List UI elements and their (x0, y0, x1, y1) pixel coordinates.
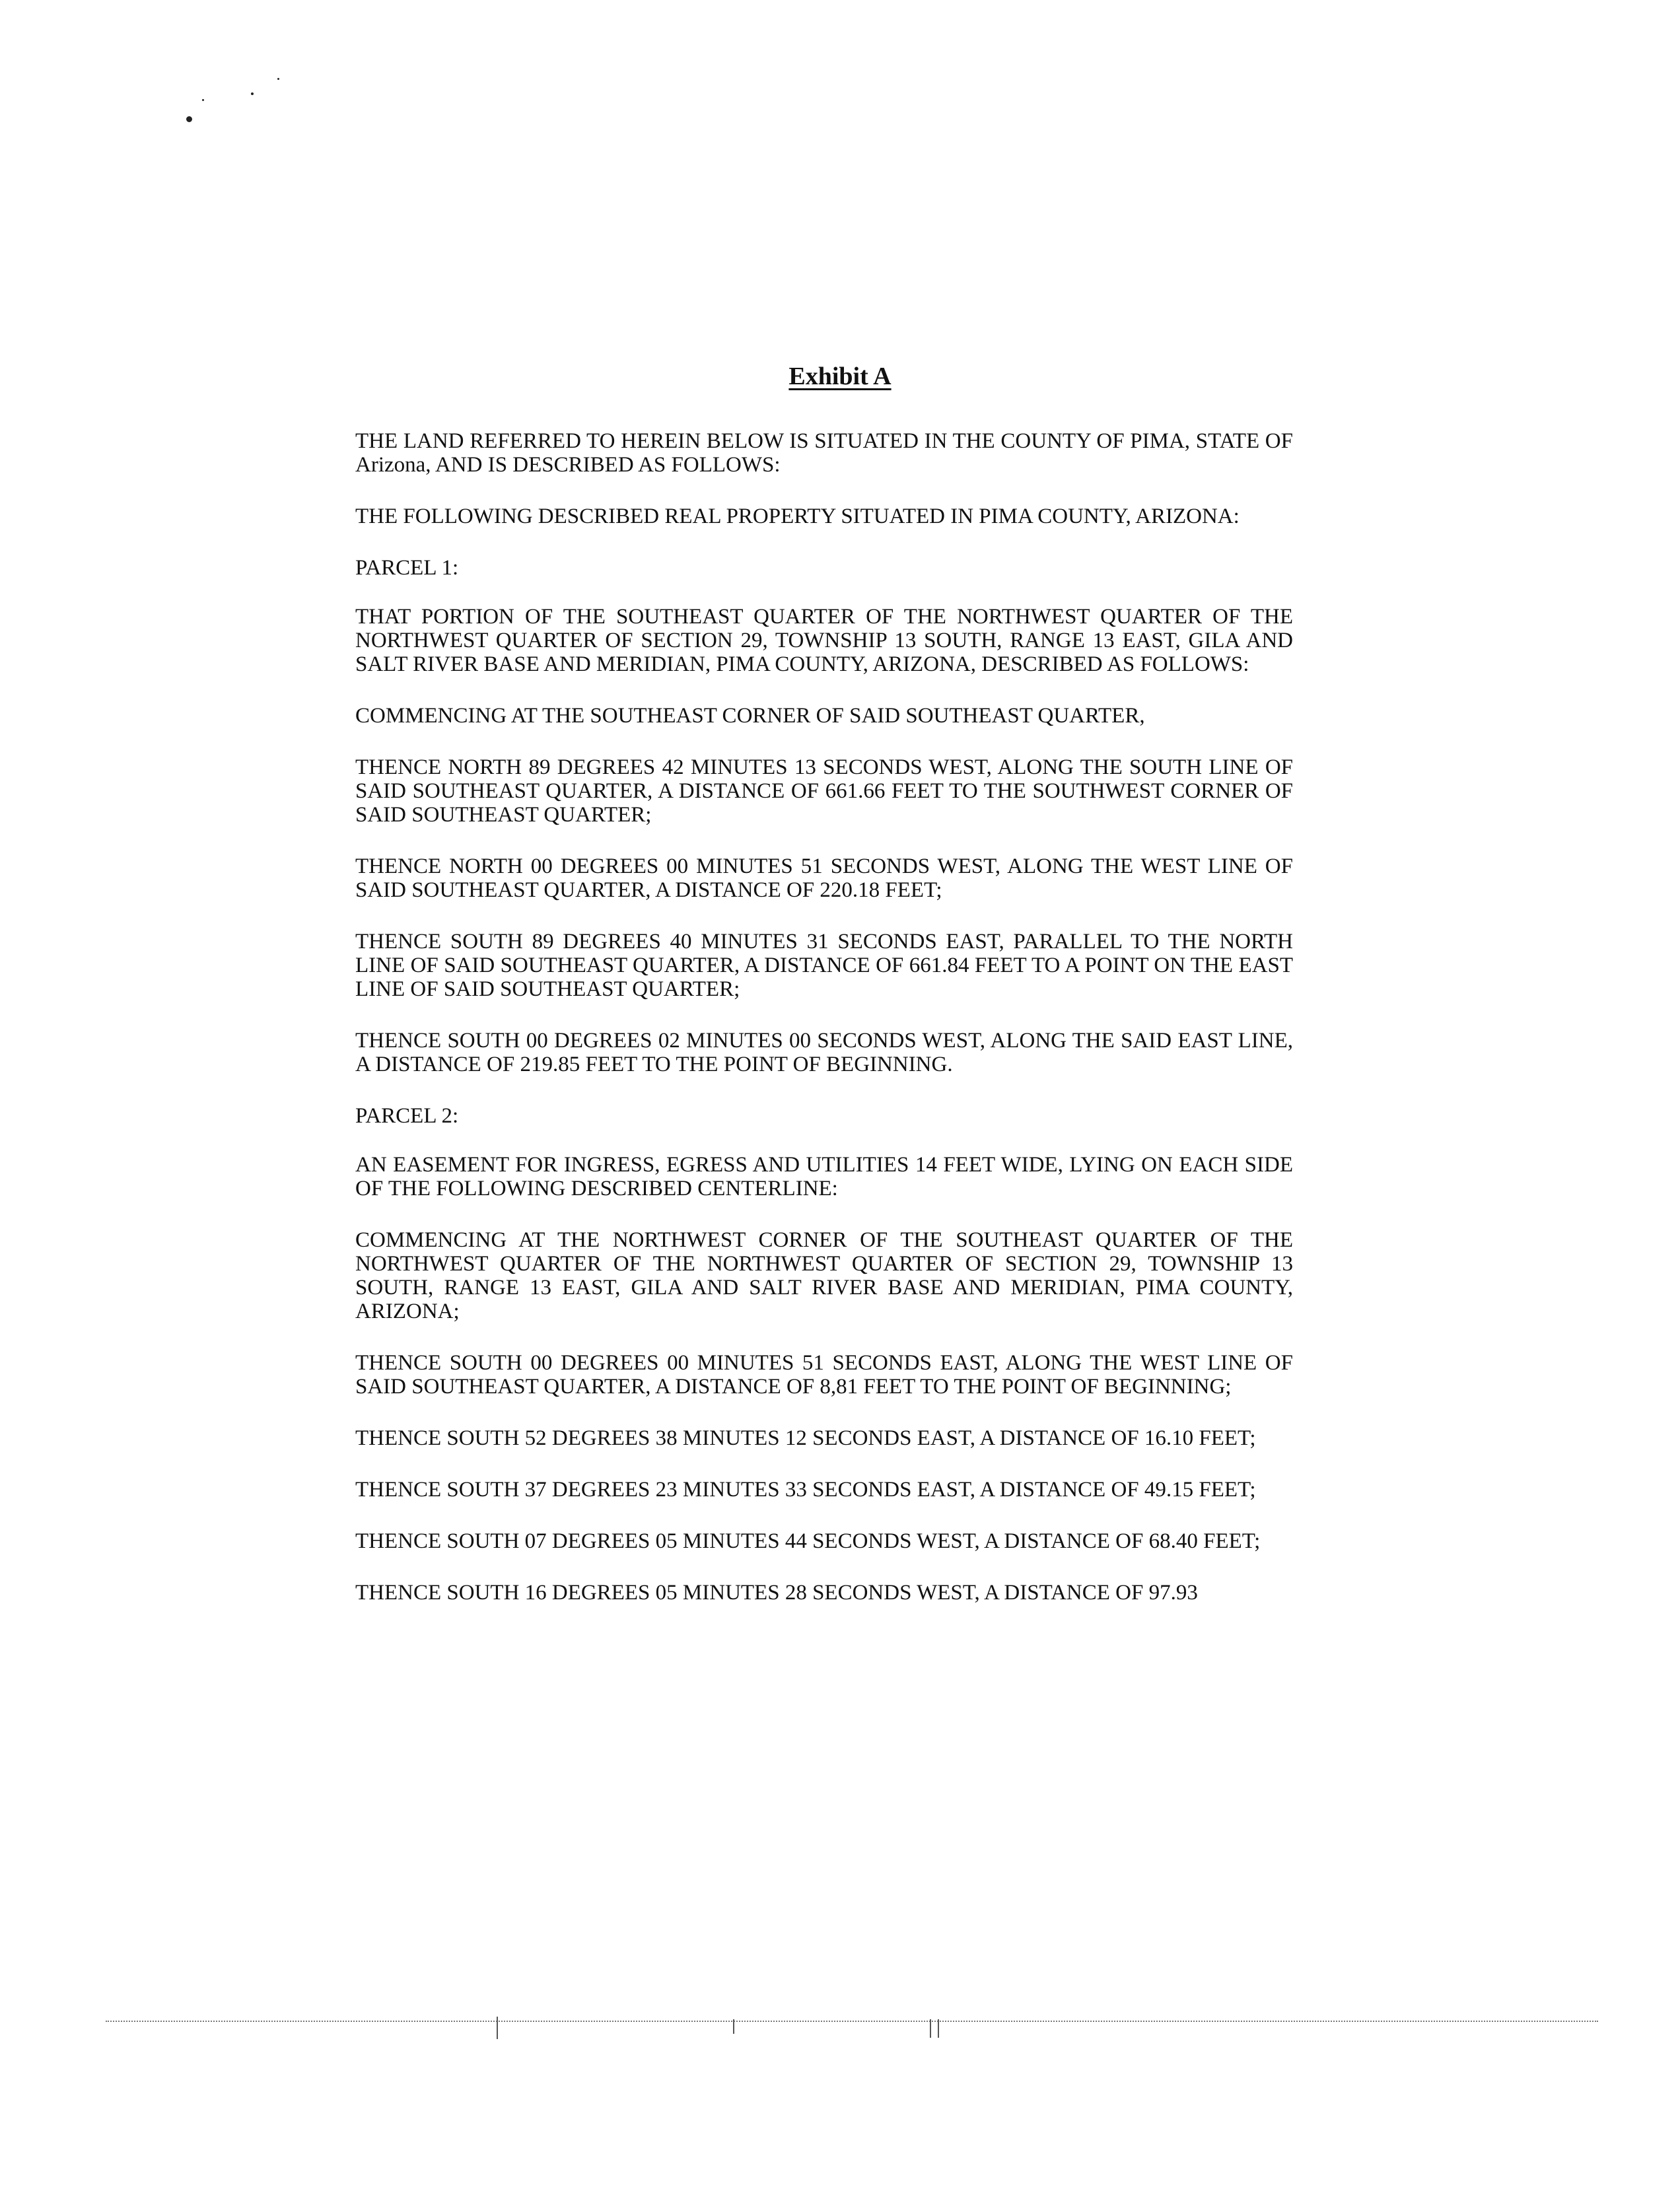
paragraph-course-7: THENCE SOUTH 37 DEGREES 23 MINUTES 33 SECONDS EAST, A DISTANCE OF 49.15 FEET; (355, 1478, 1256, 1502)
document-title: Exhibit A (788, 363, 892, 390)
paragraph-course-6: THENCE SOUTH 52 DEGREES 38 MINUTES 12 SECONDS EAST, A DISTANCE OF 16.10 FEET; (355, 1426, 1256, 1450)
scan-speck (202, 99, 204, 101)
scan-artifact-tick (497, 2017, 498, 2039)
paragraph-course-1: THENCE NORTH 89 DEGREES 42 MINUTES 13 SECONDS WEST, ALONG THE SOUTH LINE OF SAID SOUTHEAST QUARTER, A DISTANCE OF 661.66 FEET TO THE SOUTHWEST CORNER OF SAID SOUTHEAST QUARTER; (355, 755, 1293, 827)
paragraph-situated: THE LAND REFERRED TO HEREIN BELOW IS SITUATED IN THE COUNTY OF PIMA, STATE OF Arizona, AND IS DESCRIBED AS FOLLOWS: (355, 429, 1293, 477)
scan-artifact-tick (938, 2019, 939, 2038)
paragraph-parcel-1-portion: THAT PORTION OF THE SOUTHEAST QUARTER OF THE NORTHWEST QUARTER OF THE NORTHWEST QUARTER OF SECTION 29, TOWNSHIP 13 SOUTH, RANGE 13 EAST, GILA AND SALT RIVER BASE AND MERIDIAN, PIMA COUNTY, ARIZONA, DESCRIBED AS FOLLOWS: (355, 605, 1293, 676)
paragraph-course-3: THENCE SOUTH 89 DEGREES 40 MINUTES 31 SECONDS EAST, PARALLEL TO THE NORTH LINE OF SAID SOUTHEAST QUARTER, A DISTANCE OF 661.84 FEET TO A POINT ON THE EAST LINE OF SAID SOUTHEAST QUARTER; (355, 930, 1293, 1001)
scan-speck (277, 78, 279, 80)
paragraph-commencing-2: COMMENCING AT THE NORTHWEST CORNER OF THE SOUTHEAST QUARTER OF THE NORTHWEST QUARTER OF THE NORTHWEST QUARTER OF SECTION 29, TOWNSHIP 13 SOUTH, RANGE 13 EAST, GILA AND SALT RIVER BASE AND MERIDIAN, PIMA COUNTY, ARIZONA; (355, 1228, 1293, 1323)
paragraph-course-9: THENCE SOUTH 16 DEGREES 05 MINUTES 28 SECONDS WEST, A DISTANCE OF 97.93 (355, 1581, 1198, 1605)
document-body (355, 429, 1293, 1632)
paragraph-course-4: THENCE SOUTH 00 DEGREES 02 MINUTES 00 SECONDS WEST, ALONG THE SAID EAST LINE, A DISTANCE OF 219.85 FEET TO THE POINT OF BEGINNING. (355, 1029, 1293, 1076)
paragraph-easement: AN EASEMENT FOR INGRESS, EGRESS AND UTILITIES 14 FEET WIDE, LYING ON EACH SIDE OF THE FOLLOWING DESCRIBED CENTERLINE: (355, 1153, 1293, 1200)
paragraph-course-5: THENCE SOUTH 00 DEGREES 00 MINUTES 51 SECONDS EAST, ALONG THE WEST LINE OF SAID SOUTHEAST QUARTER, A DISTANCE OF 8,81 FEET TO THE POINT OF BEGINNING; (355, 1351, 1293, 1399)
paragraph-course-2: THENCE NORTH 00 DEGREES 00 MINUTES 51 SECONDS WEST, ALONG THE WEST LINE OF SAID SOUTHEAST QUARTER, A DISTANCE OF 220.18 FEET; (355, 854, 1293, 902)
scan-speck (186, 116, 192, 122)
scan-artifact-tick (733, 2019, 734, 2034)
paragraph-course-8: THENCE SOUTH 07 DEGREES 05 MINUTES 44 SECONDS WEST, A DISTANCE OF 68.40 FEET; (355, 1529, 1261, 1553)
scan-speck (251, 92, 254, 95)
paragraph-real-property: THE FOLLOWING DESCRIBED REAL PROPERTY SITUATED IN PIMA COUNTY, ARIZONA: (355, 504, 1240, 528)
parcel-1-heading: PARCEL 1: (355, 556, 459, 580)
scan-artifact-line (106, 2021, 1598, 2022)
parcel-2-heading: PARCEL 2: (355, 1104, 459, 1128)
scan-artifact-tick (930, 2019, 931, 2038)
paragraph-commencing-1: COMMENCING AT THE SOUTHEAST CORNER OF SAID SOUTHEAST QUARTER, (355, 704, 1145, 728)
